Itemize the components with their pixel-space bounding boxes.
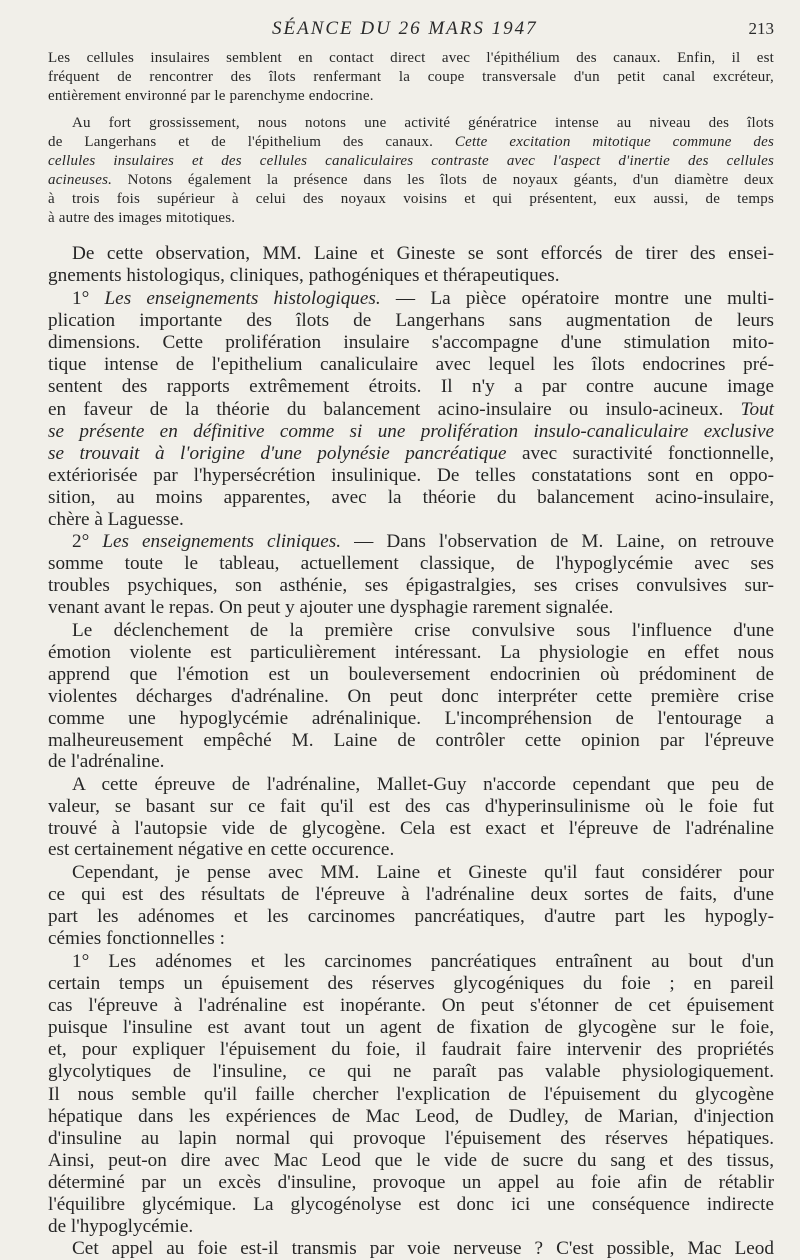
text-line: tique intense de l'epithelium canaliculaire avec lequel les îlots endocrines pré- xyxy=(48,354,774,375)
text-line: de l'adrénaline. xyxy=(48,751,165,772)
text-line: de l'hypoglycémie. xyxy=(48,1216,194,1237)
italic-phrase: acineuses. xyxy=(48,172,113,188)
text-line: et, pour expliquer l'épuisement du foie, il faudrait faire intervenir des propriétés xyxy=(48,1039,774,1060)
text-line: Cet appel au foie est-il transmis par voie nerveuse ? C'est possible, Mac Leod xyxy=(72,1238,774,1259)
text-line: Il nous semble qu'il faille chercher l'explication de l'épuisement du glycogène xyxy=(48,1084,774,1105)
text-line: gnements histologiqus, cliniques, pathogéniques et thérapeutiques. xyxy=(48,265,560,286)
text-line: valeur, se basant sur ce fait qu'il est des cas d'hyperinsulinisme où le foie fut xyxy=(48,796,774,817)
text-line: plication importante des îlots de Langerhans sans augmentation de leurs xyxy=(48,310,774,331)
text-line: De cette observation, MM. Laine et Gineste se sont efforcés de tirer des ensei- xyxy=(72,243,774,264)
text-line: sition, au moins apparentes, avec la théorie du balancement acino-insulaire, xyxy=(48,487,774,508)
text-line: fréquent de rencontrer des îlots renfermant la coupe transversale d'un petit canal excréteur, xyxy=(48,69,774,85)
text-line: apprend que l'émotion est un bouleversement endocrinien où prédominent de xyxy=(48,664,774,685)
text-line: part les adénomes et les carcinomes pancréatiques, d'autre part les hypogly- xyxy=(48,906,774,927)
text-line: Au fort grossissement, nous notons une activité génératrice intense au niveau des îlots xyxy=(72,115,774,131)
text-line: entièrement environné par le parenchyme endocrine. xyxy=(48,88,374,104)
text-line: déterminé par un excès d'insuline, provoque un appel au foie afin de rétablir xyxy=(48,1172,774,1193)
text-line: en faveur de la théorie du balancement acino-insulaire ou insulo-acineux. Tout xyxy=(48,399,774,420)
text-line: Le déclenchement de la première crise convulsive sous l'influence d'une xyxy=(72,620,774,641)
text-line: cémies fonctionnelles : xyxy=(48,928,225,949)
text-line: Les cellules insulaires semblent en contact direct avec l'épithélium des canaux. Enfin, il est xyxy=(48,50,774,66)
text-line: acineuses. Notons également la présence dans les îlots de noyaux géants, d'un diamètre deux xyxy=(48,172,774,188)
text-line: cas l'épreuve à l'adrénaline est inopérante. On peut s'étonner de cet épuisement xyxy=(48,995,774,1016)
text-line: extériorisée par l'hypersécrétion insulinique. De telles constatations sont en oppo- xyxy=(48,465,774,486)
text-line: à autre des images mitotiques. xyxy=(48,210,236,226)
italic-phrase: se présente en définitive comme si une prolifération insulo-canaliculaire exclusive xyxy=(48,421,774,442)
text-line: somme toute le tableau, actuellement classique, de l'hypoglycémie avec ses xyxy=(48,553,774,574)
text-line: malheureusement empêché M. Laine de contrôler cette opinion par l'épreuve xyxy=(48,730,774,751)
italic-phrase: Les enseignements cliniques. xyxy=(102,531,342,552)
text-line: à trois fois supérieur à celui des noyaux voisins et qui présentent, eux aussi, de temps xyxy=(48,191,774,207)
italic-phrase: Tout xyxy=(740,399,774,420)
running-title: SÉANCE DU 26 MARS 1947 xyxy=(272,18,538,39)
text-line: l'équilibre glycémique. La glycogénolyse est donc ici une conséquence indirecte xyxy=(48,1194,774,1215)
text-line: dimensions. Cette prolifération insulaire s'accompagne d'une stimulation mito- xyxy=(48,332,774,353)
text-line: trouvé à l'autopsie vide de glycogène. Cela est exact et l'épreuve de l'adrénaline xyxy=(48,818,774,839)
text-line: 1° Les adénomes et les carcinomes pancréatiques entraînent au bout d'un xyxy=(72,951,774,972)
text-line: Ainsi, peut-on dire avec Mac Leod que le vide de sucre du sang et des tissus, xyxy=(48,1150,774,1171)
text-line: est certainement négative en cette occurence. xyxy=(48,839,395,860)
text-line: d'insuline au lapin normal qui provoque l'épuisement des réserves hépatiques. xyxy=(48,1128,774,1149)
text-line: A cette épreuve de l'adrénaline, Mallet-Guy n'accorde cependant que peu de xyxy=(72,774,774,795)
text-line: sentent des rapports extrêmement étroits. Il n'y a par contre aucune image xyxy=(48,376,774,397)
page-header xyxy=(0,18,800,42)
text-line: 2° Les enseignements cliniques. — Dans l'observation de M. Laine, on retrouve xyxy=(72,531,774,552)
text-line: hépatique dans les expériences de Mac Leod, de Dudley, de Marian, d'injection xyxy=(48,1106,774,1127)
text-line: se trouvait à l'origine d'une polynésie pancréatique avec suractivité fonctionnelle, xyxy=(48,443,774,464)
italic-phrase: se trouvait à l'origine d'une polynésie pancréatique xyxy=(48,443,507,464)
text-line: venant avant le repas. On peut y ajouter une dysphagie rarement signalée. xyxy=(48,597,614,618)
text-line: glycolytiques de l'insuline, ce qui ne paraît pas valable physiologiquement. xyxy=(48,1061,774,1082)
text-line: ce qui est des résultats de l'épreuve à l'adrénaline deux sortes de faits, d'une xyxy=(48,884,774,905)
text-line: puisque l'insuline est avant tout un agent de fixation de glycogène sur le foie, xyxy=(48,1017,774,1038)
italic-phrase: Les enseignements histologiques. xyxy=(104,288,381,309)
text-line xyxy=(48,421,774,443)
page-number: 213 xyxy=(748,19,774,38)
text-line: Cependant, je pense avec MM. Laine et Gineste qu'il faut considérer pour xyxy=(72,862,774,883)
text-line: violentes décharges d'adrénaline. On peut donc interpréter cette première crise xyxy=(48,686,774,707)
text-line: de Langerhans et de l'épithelium des canaux. Cette excitation mitotique commune des xyxy=(48,134,774,150)
text-line: 1° Les enseignements histologiques. — La pièce opératoire montre une multi- xyxy=(72,288,774,309)
text-line: certain temps un épuisement des réserves glycogéniques du foie ; en pareil xyxy=(48,973,774,994)
italic-phrase: Cette excitation mitotique commune des xyxy=(454,134,774,150)
text-line: comme une hypoglycémie adrénalinique. L'incompréhension de l'entourage a xyxy=(48,708,774,729)
text-line: troubles psychiques, son asthénie, ses épigastralgies, ses crises convulsives sur- xyxy=(48,575,774,596)
text-line xyxy=(48,153,774,170)
text-line: émotion violente est particulièrement intéressant. La physiologie en effet nous xyxy=(48,642,774,663)
italic-phrase: cellules insulaires et des cellules canaliculaires contraste avec l'aspect d'inertie des cellules xyxy=(48,153,774,169)
text-line: chère à Laguesse. xyxy=(48,509,184,530)
